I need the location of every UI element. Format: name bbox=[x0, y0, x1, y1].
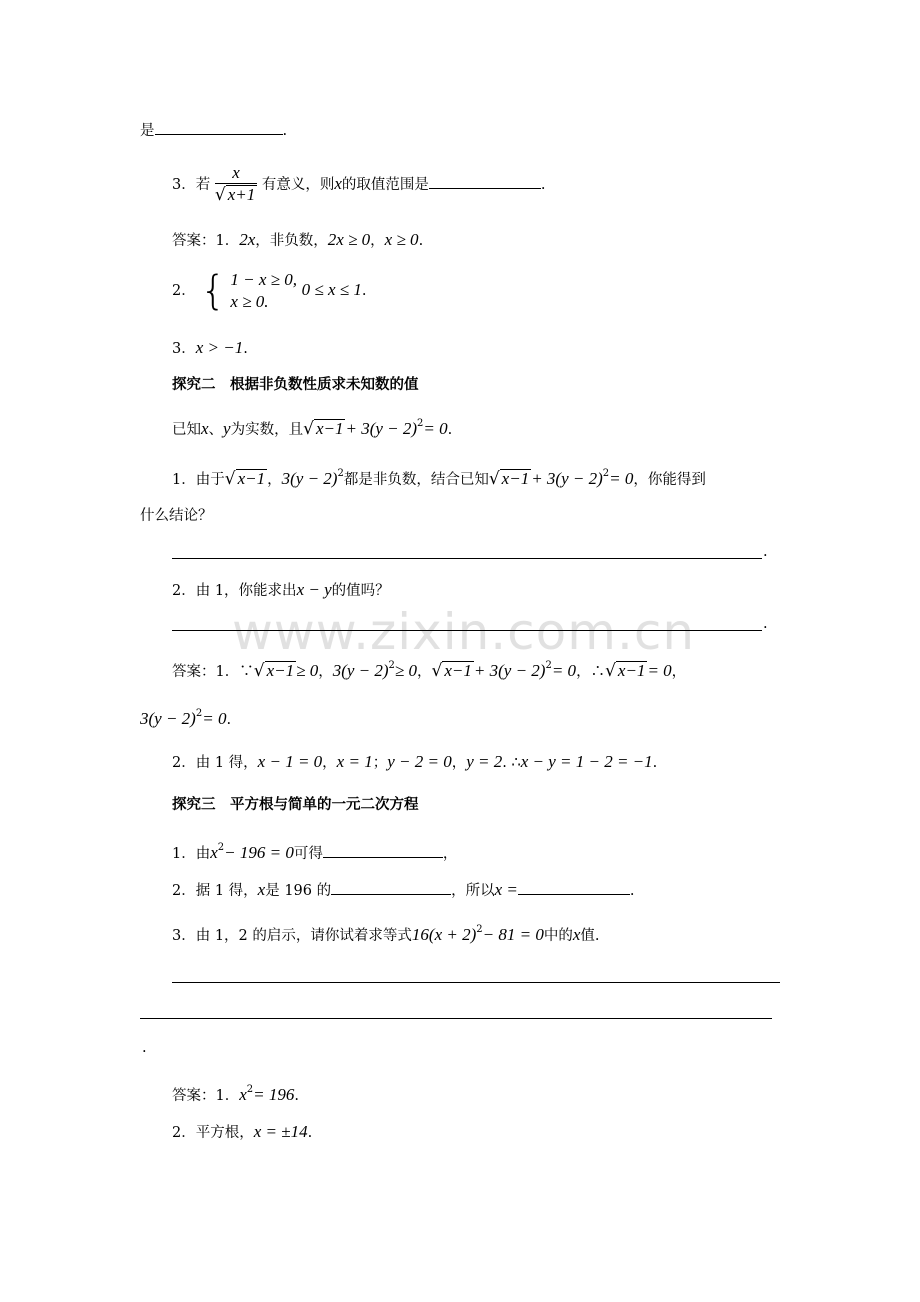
text: 2．由 1，你能求出 bbox=[172, 583, 297, 599]
math: x = ±14 bbox=[253, 1122, 308, 1141]
given-statement bbox=[172, 414, 452, 440]
answer-line[interactable] bbox=[172, 558, 762, 559]
math: 3(y − 2) bbox=[281, 469, 338, 488]
text: 都是非负数，结合已知 bbox=[343, 472, 489, 488]
radicand: x−1 bbox=[237, 469, 266, 488]
math: x bbox=[334, 174, 342, 193]
answer-block-3-line2 bbox=[172, 1122, 312, 1143]
exponent: 2 bbox=[476, 924, 483, 935]
text: 2．由 1 得， bbox=[172, 755, 258, 771]
math: = 0 bbox=[423, 419, 448, 438]
text: 、 bbox=[208, 422, 224, 438]
text: 是 196 的 bbox=[265, 883, 332, 899]
math: x bbox=[239, 1085, 247, 1104]
math: x − y bbox=[296, 580, 332, 599]
math: x = 1 bbox=[336, 752, 373, 771]
text: ，∴ bbox=[576, 664, 606, 680]
math: + 3(y − 2) bbox=[473, 661, 546, 680]
question-3 bbox=[172, 162, 545, 207]
text: 3．若 bbox=[172, 177, 211, 193]
math: = 196 bbox=[253, 1085, 295, 1104]
section-3-q2 bbox=[172, 880, 635, 901]
math: + 3(y − 2) bbox=[531, 469, 603, 488]
answer-line[interactable] bbox=[172, 630, 762, 631]
answer-block-2-line1 bbox=[172, 656, 686, 682]
math: x = bbox=[494, 880, 518, 899]
text: . bbox=[652, 755, 658, 771]
sqrt-icon: √ bbox=[253, 661, 265, 681]
math: = 0 bbox=[551, 661, 577, 680]
text: 的值吗？ bbox=[331, 583, 390, 599]
answer-2 bbox=[172, 268, 366, 313]
answer-line[interactable] bbox=[172, 982, 780, 983]
text: . bbox=[243, 341, 248, 357]
text: . bbox=[447, 422, 453, 438]
answer-blank[interactable] bbox=[518, 880, 630, 895]
text: 2． bbox=[172, 283, 196, 299]
text: ，非负数， bbox=[255, 233, 328, 249]
answer-3 bbox=[172, 338, 248, 359]
text: 的取值范围是 bbox=[341, 177, 429, 193]
radicand: x−1 bbox=[617, 661, 646, 680]
text: 可得 bbox=[293, 846, 323, 862]
sqrt-icon: √ bbox=[488, 469, 500, 489]
text: 是 bbox=[140, 123, 155, 139]
exponent: 2 bbox=[217, 842, 225, 853]
sqrt-icon: √ bbox=[224, 469, 236, 489]
exponent: 2 bbox=[388, 660, 395, 671]
math: x ≥ 0 bbox=[384, 230, 419, 249]
watermark-text: www.zixin.com.cn bbox=[232, 603, 696, 661]
math: x bbox=[257, 880, 266, 899]
numerator: x bbox=[215, 163, 257, 184]
text: 已知 bbox=[172, 422, 201, 438]
sqrt-icon: √ bbox=[605, 661, 616, 681]
text: 中的 bbox=[543, 928, 573, 944]
equation-system bbox=[230, 269, 297, 313]
text: 3．由 1，2 的启示，请你试着求等式 bbox=[172, 928, 412, 944]
sqrt-icon: √ bbox=[303, 419, 314, 439]
math: y = 2 bbox=[466, 752, 503, 771]
denominator: x+1 bbox=[227, 185, 256, 204]
text: . bbox=[282, 123, 288, 139]
text: ； bbox=[372, 755, 388, 771]
text: . bbox=[763, 544, 768, 560]
text: 1．由于 bbox=[172, 472, 225, 488]
sqrt-icon: √ bbox=[214, 185, 226, 205]
answer-1 bbox=[172, 230, 423, 251]
math: + 3(y − 2) bbox=[345, 419, 418, 438]
problem-1-cont: 什么结论？ bbox=[140, 508, 213, 524]
radicand: x−1 bbox=[266, 661, 295, 680]
math: x bbox=[210, 843, 218, 862]
math: − 81 = 0 bbox=[482, 925, 544, 944]
text: . bbox=[142, 1040, 147, 1056]
exponent: 2 bbox=[545, 660, 552, 671]
math: x bbox=[201, 419, 209, 438]
text: . bbox=[540, 177, 546, 193]
line-blank-1 bbox=[140, 120, 287, 141]
math: 2x bbox=[239, 230, 256, 249]
text: . ∴ bbox=[502, 755, 521, 771]
text: . bbox=[361, 283, 367, 299]
answer-line[interactable] bbox=[140, 1018, 772, 1019]
text: ，所以 bbox=[451, 883, 495, 899]
answer-block-2-line3 bbox=[172, 752, 657, 773]
radicand: x−1 bbox=[444, 661, 472, 680]
math: y − 2 = 0 bbox=[387, 752, 452, 771]
text: . bbox=[763, 616, 768, 632]
math: 3(y − 2) bbox=[332, 661, 389, 680]
fraction bbox=[215, 163, 257, 207]
text: . bbox=[307, 1125, 313, 1141]
answer-blank[interactable] bbox=[429, 174, 541, 189]
problem-2 bbox=[172, 580, 390, 601]
text: . bbox=[629, 883, 635, 899]
answer-block-3-line1 bbox=[172, 1080, 299, 1106]
text: ， bbox=[417, 664, 432, 680]
text: 有意义，则 bbox=[261, 177, 335, 193]
math: x − 1 = 0 bbox=[257, 752, 323, 771]
brace-icon: { bbox=[200, 268, 226, 314]
math: x bbox=[572, 925, 581, 944]
math: − 196 = 0 bbox=[224, 843, 294, 862]
math: y bbox=[223, 419, 231, 438]
answer-blank[interactable] bbox=[331, 880, 451, 895]
answer-block-2-line2 bbox=[140, 704, 231, 730]
text: 值. bbox=[580, 928, 600, 944]
text: 1．由 bbox=[172, 846, 211, 862]
math: = 0 bbox=[647, 661, 672, 680]
text: 2．平方根， bbox=[172, 1125, 254, 1141]
text: ， bbox=[671, 664, 687, 680]
radicand: x−1 bbox=[315, 419, 344, 438]
answer-blank[interactable] bbox=[155, 120, 283, 135]
text: ， bbox=[442, 846, 458, 862]
text: 答案：1．∵ bbox=[172, 664, 254, 680]
exponent: 2 bbox=[195, 708, 203, 719]
answer-blank[interactable] bbox=[323, 843, 443, 858]
math: x − y = 1 − 2 = −1 bbox=[520, 752, 653, 771]
math: ≥ 0 bbox=[296, 661, 319, 680]
math: 2x ≥ 0 bbox=[327, 230, 371, 249]
math: = 0 bbox=[202, 709, 227, 728]
section-3-q3 bbox=[172, 920, 599, 946]
text: 为实数，且 bbox=[230, 422, 304, 438]
section-heading-2: 探究二 根据非负数性质求未知数的值 bbox=[172, 376, 419, 393]
math: x ≥ 0. bbox=[230, 292, 269, 311]
text: ， bbox=[322, 755, 337, 771]
text: 答案：1． bbox=[172, 233, 240, 249]
radicand: x−1 bbox=[501, 469, 530, 488]
exponent: 2 bbox=[602, 468, 610, 479]
text: ， bbox=[267, 472, 282, 488]
problem-1 bbox=[172, 464, 706, 490]
math: x > −1 bbox=[195, 338, 244, 357]
math: 3(y − 2) bbox=[140, 709, 196, 728]
text: ，你能得到 bbox=[633, 472, 706, 488]
section-3-q1 bbox=[172, 838, 457, 864]
math: = 0 bbox=[609, 469, 634, 488]
math: 16(x + 2) bbox=[411, 925, 477, 944]
text: 答案：1． bbox=[172, 1088, 240, 1104]
text: ， bbox=[451, 755, 467, 771]
text: 2．据 1 得， bbox=[172, 883, 258, 899]
text: ， bbox=[318, 664, 333, 680]
math: 1 − x ≥ 0, bbox=[230, 270, 298, 289]
math: 0 ≤ x ≤ 1 bbox=[301, 280, 362, 299]
exponent: 2 bbox=[337, 468, 344, 479]
section-heading-3: 探究三 平方根与简单的一元二次方程 bbox=[172, 796, 419, 813]
text: . bbox=[226, 712, 232, 728]
text: . bbox=[418, 233, 424, 249]
exponent: 2 bbox=[246, 1084, 254, 1095]
text: ， bbox=[370, 233, 385, 249]
exponent: 2 bbox=[417, 418, 424, 429]
text: . bbox=[294, 1088, 299, 1104]
math: ≥ 0 bbox=[394, 661, 418, 680]
sqrt-icon: √ bbox=[431, 661, 443, 681]
text: 3． bbox=[172, 341, 196, 357]
